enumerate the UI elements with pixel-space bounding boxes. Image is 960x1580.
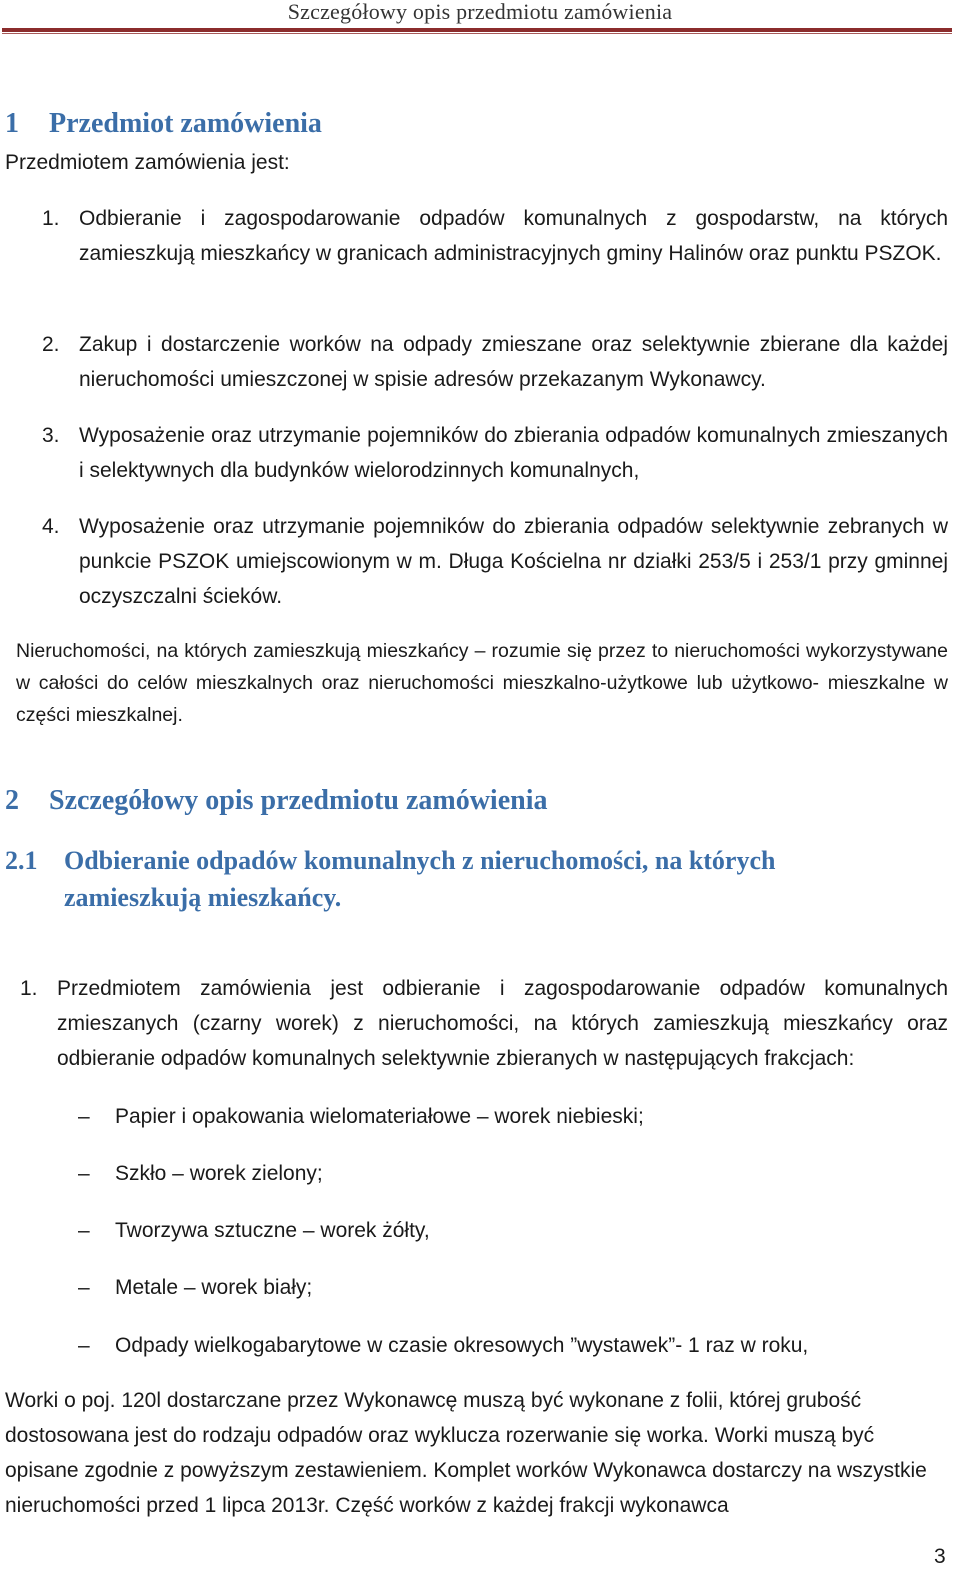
fraction-item: Metale – worek biały;: [115, 1276, 313, 1299]
section-2-title: Szczegółowy opis przedmiotu zamówienia: [49, 785, 548, 816]
section-1-title: Przedmiot zamówienia: [49, 108, 322, 139]
section-1-number: 1: [5, 108, 19, 139]
list-item-text: Wyposażenie oraz utrzymanie pojemników do zbierania odpadów selektywnie zebranych w punkcie PSZOK umiejscowionym w m. Długa Kościelna nr działki 253/5 i 253/1 przy gminnej oczyszczalni ścieków.: [79, 515, 948, 608]
fraction-item: Papier i opakowania wielomateriałowe – worek niebieski;: [115, 1105, 644, 1128]
section-2-1-title-line-1: Odbieranie odpadów komunalnych z nieruchomości, na których: [64, 846, 776, 875]
section-2-1-title-line-2: zamieszkują mieszkańcy.: [64, 883, 342, 912]
list-item-text: Odbieranie i zagospodarowanie odpadów komunalnych z gospodarstw, na których zamieszkują mieszkańcy w granicach administracyjnych gminy Halinów oraz punktu PSZOK.: [79, 207, 948, 265]
header-rule: [2, 28, 952, 32]
fraction-item: Tworzywa sztuczne – worek żółty,: [115, 1219, 430, 1242]
fraction-item: Odpady wielkogabarytowe w czasie okresowych ”wystawek”- 1 raz w roku,: [115, 1334, 809, 1357]
list-item-text: Przedmiotem zamówienia jest odbieranie i zagospodarowanie odpadów komunalnych zmieszanych (czarny worek) z nieruchomości, na których zamieszkują mieszkańcy oraz odbieranie odpadów komunalnych selektywnie zbieranych w następujących frakcjach:: [57, 977, 948, 1070]
section-2-number: 2: [5, 785, 19, 816]
header-rule-thin: [2, 33, 952, 34]
dash-bullet: –: [78, 1105, 90, 1128]
closing-paragraph: Worki o poj. 120l dostarczane przez Wykonawcę muszą być wykonane z folii, której grubość dostosowana jest do rodzaju odpadów oraz wyklucza rozerwanie się worka. Worki muszą być opisane zgodnie z powyższym zestawieniem. Komplet worków Wykonawca dostarczy na wszystkie nieruchomości przed 1 lipca 2013r. Część worków z każdej frakcji wykonawca: [5, 1389, 927, 1517]
page-number: 3: [934, 1545, 946, 1568]
list-item-number: 3.: [42, 424, 60, 447]
list-item-text: Zakup i dostarczenie worków na odpady zmieszane oraz selektywnie zbierane dla każdej nieruchomości umieszczonej w spisie adresów przekazanym Wykonawcy.: [79, 333, 948, 391]
list-item-number: 1.: [20, 977, 38, 1000]
section-2-1-number: 2.1: [5, 846, 38, 875]
dash-bullet: –: [78, 1276, 90, 1299]
list-item-number: 4.: [42, 515, 60, 538]
list-item-number: 2.: [42, 333, 60, 356]
list-item-number: 1.: [42, 207, 60, 230]
section-1-intro: Przedmiotem zamówienia jest:: [5, 151, 290, 174]
running-header: Szczegółowy opis przedmiotu zamówienia: [287, 0, 673, 24]
dash-bullet: –: [78, 1162, 90, 1185]
fraction-item: Szkło – worek zielony;: [115, 1162, 323, 1185]
dash-bullet: –: [78, 1219, 90, 1242]
list-item-text: Wyposażenie oraz utrzymanie pojemników do zbierania odpadów komunalnych zmieszanych i selektywnych dla budynków wielorodzinnych komunalnych,: [79, 424, 948, 482]
section-2-1-heading: [5, 842, 905, 918]
dash-bullet: –: [78, 1334, 90, 1357]
definition-paragraph: Nieruchomości, na których zamieszkują mieszkańcy – rozumie się przez to nieruchomości wykorzystywane w całości do celów mieszkalnych oraz nieruchomości mieszkalno-użytkowe lub użytkowo- mieszkalne w części mieszkalnej.: [16, 640, 948, 726]
